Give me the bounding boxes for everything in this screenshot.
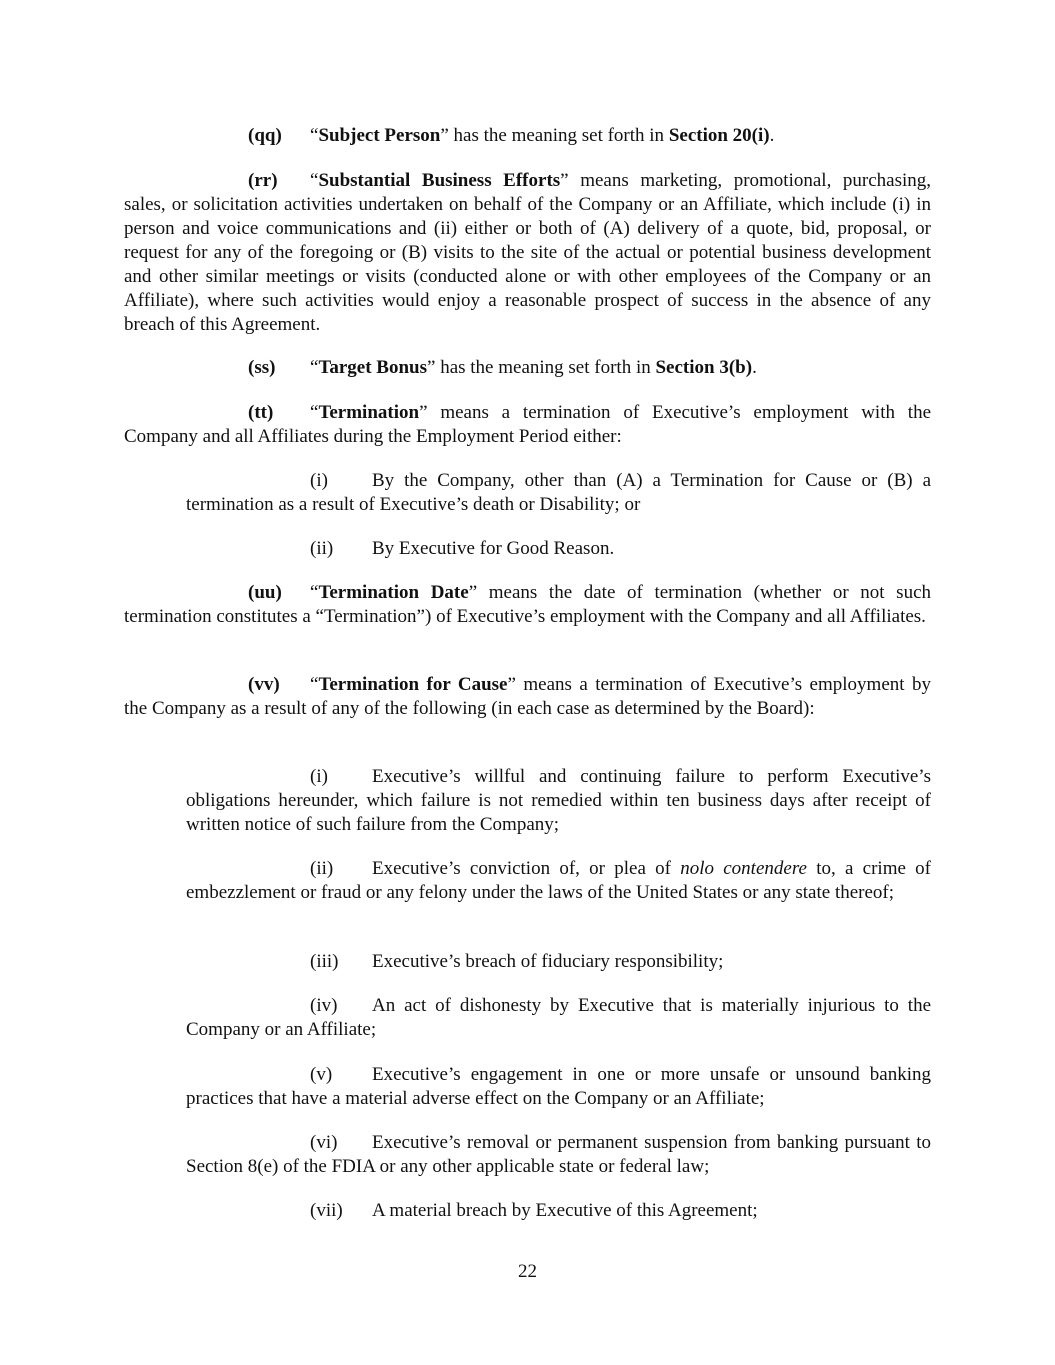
item-label: (ii) xyxy=(310,538,334,559)
definition-vv-item-iii xyxy=(186,950,931,974)
defined-term: Subject Person xyxy=(318,125,441,146)
item-text: An act of dishonesty by Executive that is materially injurious to the Company or an Affiliate; xyxy=(186,995,931,1040)
definition-label: (uu) xyxy=(248,582,282,603)
definition-tt-item-ii xyxy=(186,537,931,561)
definition-vv: (vv) “Termination for Cause” means a termination of Executive’s employment by the Company as a result of any of the following (in each case as determined by the Board): xyxy=(124,674,931,719)
defined-term: Termination for Cause xyxy=(318,674,508,695)
definition-label: (ss) xyxy=(248,357,276,378)
definition-tt: (tt) “Termination” means a termination of Executive’s employment with the Company and all Affiliates during the Employment Period either: xyxy=(124,402,931,447)
item-label: (ii) xyxy=(310,858,334,879)
item-label: (iv) xyxy=(310,995,338,1016)
latin-term: nolo contendere xyxy=(680,858,807,879)
definition-label: (rr) xyxy=(248,170,278,191)
definition-text: means the date of termination (whether or not such termination constitutes a “Termination”) of Executive’s employment with the Company and all Affiliates. xyxy=(124,582,932,627)
definition-qq: (qq) “Subject Person” has the meaning set forth in Section 20(i). xyxy=(248,125,775,146)
section-reference: Section 20(i) xyxy=(668,125,770,146)
definition-label: (tt) xyxy=(248,402,274,423)
defined-term: Termination xyxy=(318,402,420,423)
definition-rr: (rr) “Substantial Business Efforts” means marketing, promotional, purchasing, sales, or solicitation activities undertaken on behalf of the Company or an Affiliate, which include (i) in person and voice communications and (ii) either or both of (A) delivery of a quote, bid, proposal, or request for any of the foregoing or (B) visits to the site of the actual or potential business development and other similar meetings or visits (conducted alone or with other employees of the Company or an Affiliate), where such activities would enjoy a reasonable prospect of success in the absence of any breach of this Agreement. xyxy=(124,170,932,335)
item-text: By Executive for Good Reason. xyxy=(372,538,615,559)
item-text: By the Company, other than (A) a Termination for Cause or (B) a termination as a result of Executive’s death or Disability; or xyxy=(186,470,931,515)
item-label: (i) xyxy=(310,766,328,787)
definition-vv-item-vii xyxy=(186,1199,931,1223)
definition-text: means a termination of Executive’s employment by the Company as a result of any of the following (in each case as determined by the Board): xyxy=(124,674,931,719)
definition-vv-item-iv xyxy=(186,994,931,1042)
page-number: 22 xyxy=(518,1261,537,1282)
item-text: Executive’s willful and continuing failure to perform Executive’s obligations hereunder, which failure is not remedied within ten business days after receipt of written notice of such failure from the Company; xyxy=(186,766,931,835)
defined-term: Termination Date xyxy=(318,582,469,603)
definition-tt-item-i xyxy=(186,469,931,517)
section-reference: Section 3(b) xyxy=(655,357,753,378)
item-text: Executive’s removal or permanent suspension from banking pursuant to Section 8(e) of the FDIA or any other applicable state or federal law; xyxy=(186,1132,931,1177)
definition-text: means marketing, promotional, purchasing, sales, or solicitation activities undertaken on behalf of the Company or an Affiliate, which include (i) in person and voice communications and (ii) either or both of (A) delivery of a quote, bid, proposal, or request for any of the foregoing or (B) visits to the site of the actual or potential business development and other similar meetings or visits (conducted alone or with other employees of the Company or an Affiliate), where such activities would enjoy a reasonable prospect of success in the absence of any breach of this Agreement. xyxy=(124,170,932,335)
item-label: (i) xyxy=(310,470,328,491)
item-text: A material breach by Executive of this Agreement; xyxy=(372,1200,758,1221)
definition-uu: (uu) “Termination Date” means the date of termination (whether or not such termination constitutes a “Termination”) of Executive’s employment with the Company and all Affiliates. xyxy=(124,582,932,627)
item-label: (iii) xyxy=(310,951,339,972)
defined-term: Substantial Business Efforts xyxy=(318,170,561,191)
definition-label: (qq) xyxy=(248,125,282,146)
definition-vv-item-v xyxy=(186,1063,931,1111)
defined-term: Target Bonus xyxy=(318,357,428,378)
definition-vv-item-i xyxy=(186,765,931,837)
definition-vv-item-vi xyxy=(186,1131,931,1179)
definition-ss: (ss) “Target Bonus” has the meaning set forth in Section 3(b). xyxy=(248,357,757,378)
definition-label: (vv) xyxy=(248,674,280,695)
definition-text: means a termination of Executive’s employment with the Company and all Affiliates during the Employment Period either: xyxy=(124,402,931,447)
item-label: (vi) xyxy=(310,1132,338,1153)
definition-vv-item-ii: (ii) Executive’s conviction of, or plea of nolo contendere to, a crime of embezzlement or fraud or any felony under the laws of the United States or any state thereof; xyxy=(186,858,931,903)
item-label: (vii) xyxy=(310,1200,343,1221)
item-text: Executive’s breach of fiduciary responsibility; xyxy=(372,951,724,972)
item-text: Executive’s engagement in one or more unsafe or unsound banking practices that have a material adverse effect on the Company or an Affiliate; xyxy=(186,1064,931,1109)
item-label: (v) xyxy=(310,1064,333,1085)
